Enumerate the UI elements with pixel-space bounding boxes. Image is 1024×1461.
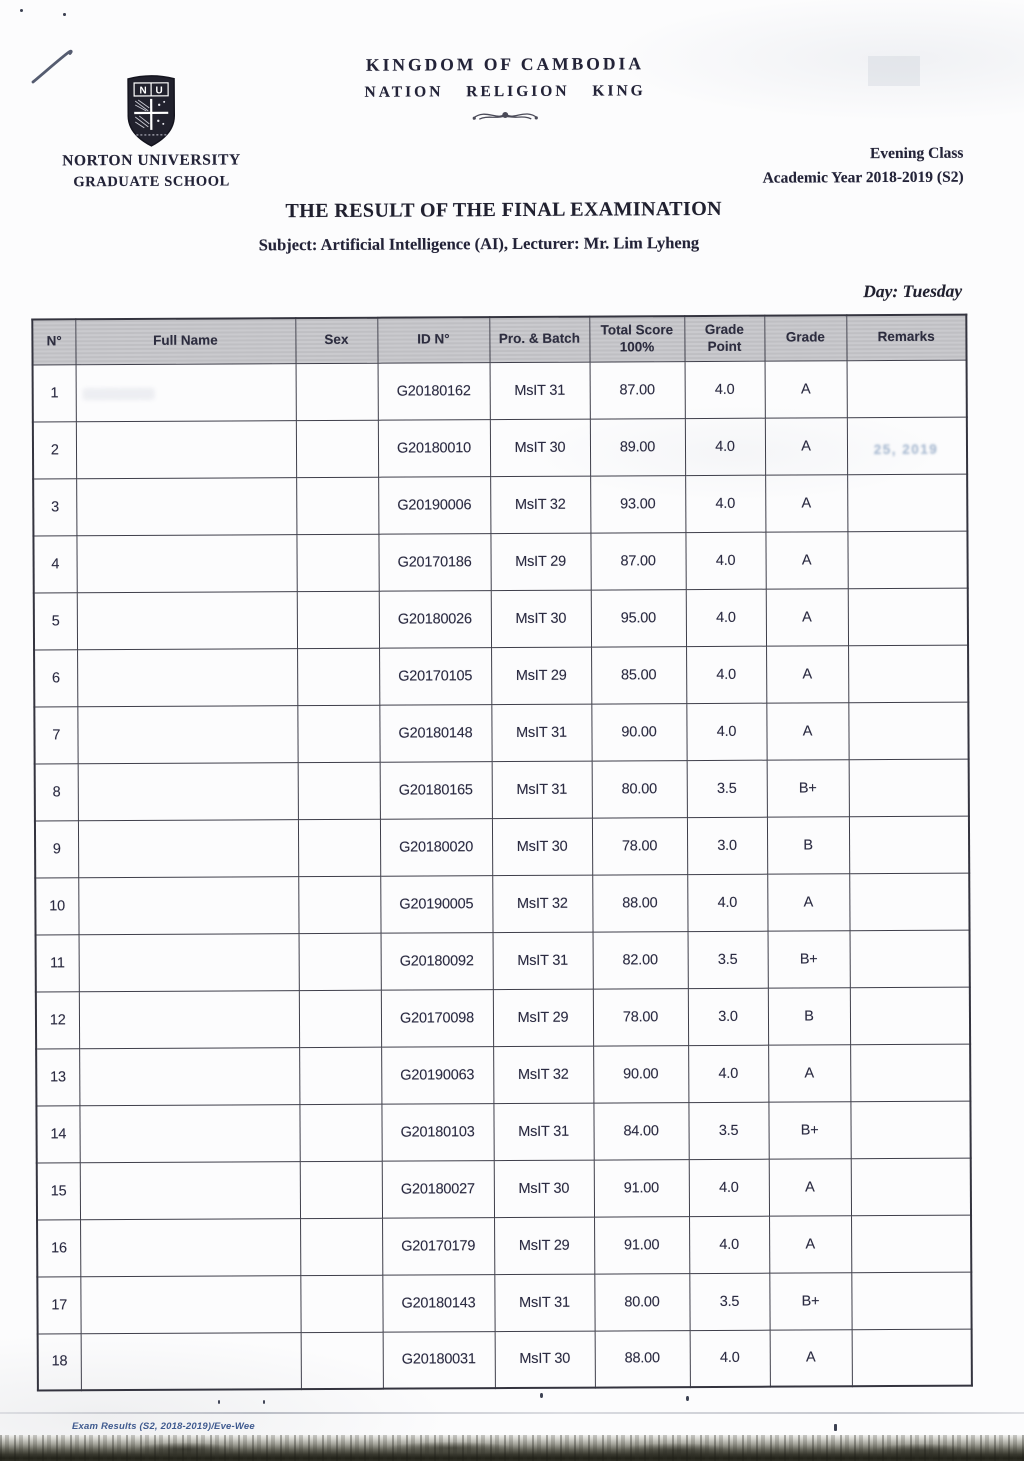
remarks-cell bbox=[850, 1101, 970, 1159]
school-name: GRADUATE SCHOOL bbox=[73, 173, 230, 191]
page-title: THE RESULT OF THE FINAL EXAMINATION bbox=[285, 197, 723, 223]
grade-point-cell: 3.0 bbox=[687, 817, 767, 874]
row-number-cell: 5 bbox=[34, 592, 77, 649]
student-id-cell: G20180103 bbox=[381, 1103, 493, 1161]
table-row bbox=[36, 1101, 970, 1163]
student-id-cell: G20170098 bbox=[381, 989, 493, 1047]
program-batch-cell: MsIT 29 bbox=[490, 533, 590, 591]
remarks-cell bbox=[849, 873, 969, 931]
program-batch-cell: MsIT 32 bbox=[493, 1046, 593, 1104]
grade-cell: A bbox=[767, 873, 849, 930]
grade-point-cell: 4.0 bbox=[685, 475, 765, 532]
full-name-cell bbox=[78, 819, 298, 877]
scan-artifact-box bbox=[868, 56, 920, 86]
day-label: Day: Tuesday bbox=[863, 280, 963, 302]
full-name-cell bbox=[79, 990, 299, 1048]
remarks-cell bbox=[850, 987, 970, 1045]
grade-cell: B+ bbox=[768, 930, 850, 987]
row-number-cell: 9 bbox=[35, 820, 78, 877]
remarks-cell bbox=[850, 1044, 970, 1102]
grade-cell: A bbox=[766, 702, 848, 759]
student-id-cell: G20190006 bbox=[378, 476, 490, 534]
full-name-cell bbox=[78, 762, 298, 820]
total-score-cell: 88.00 bbox=[595, 1330, 690, 1387]
remarks-cell bbox=[851, 1272, 971, 1330]
sex-cell bbox=[298, 819, 380, 876]
sex-cell bbox=[300, 1161, 382, 1218]
table-row bbox=[37, 1158, 971, 1220]
remarks-cell bbox=[847, 360, 967, 418]
sex-cell bbox=[299, 990, 381, 1047]
sex-cell bbox=[297, 648, 379, 705]
header-no: N° bbox=[32, 319, 75, 364]
header-pro-batch: Pro. & Batch bbox=[489, 317, 589, 363]
row-number-cell: 7 bbox=[34, 706, 77, 763]
row-number-cell: 4 bbox=[33, 535, 76, 592]
student-id-cell: G20190005 bbox=[380, 875, 492, 933]
table-row bbox=[33, 474, 967, 536]
program-batch-cell: MsIT 30 bbox=[490, 419, 590, 477]
grade-point-cell: 3.5 bbox=[688, 1102, 768, 1159]
results-tbody bbox=[33, 360, 972, 1391]
grade-point-cell: 3.5 bbox=[688, 931, 768, 988]
row-number-cell: 16 bbox=[37, 1219, 80, 1276]
scan-speck bbox=[686, 1396, 689, 1401]
scan-speck bbox=[218, 1400, 220, 1404]
program-batch-cell: MsIT 30 bbox=[495, 1331, 595, 1389]
remarks-cell bbox=[848, 645, 968, 703]
row-number-cell: 11 bbox=[36, 934, 79, 991]
grade-cell: B+ bbox=[769, 1272, 851, 1329]
header-id: ID N° bbox=[377, 317, 489, 363]
student-id-cell: G20180031 bbox=[383, 1331, 495, 1389]
grade-point-cell: 4.0 bbox=[686, 589, 766, 646]
header-grade-point-line1: Grade bbox=[704, 321, 744, 337]
row-number-cell: 6 bbox=[34, 649, 77, 706]
scan-speck bbox=[263, 1400, 265, 1404]
university-name: NORTON UNIVERSITY bbox=[62, 151, 241, 170]
grade-point-cell: 4.0 bbox=[689, 1216, 769, 1273]
table-row bbox=[37, 1272, 971, 1334]
total-score-cell: 85.00 bbox=[591, 646, 686, 703]
total-score-cell: 88.00 bbox=[592, 874, 687, 931]
student-id-cell: G20180165 bbox=[380, 761, 492, 819]
remarks-cell bbox=[852, 1329, 972, 1387]
grade-point-cell: 4.0 bbox=[685, 361, 765, 418]
logo-letter-n: N bbox=[139, 85, 147, 97]
grade-point-cell: 4.0 bbox=[686, 703, 766, 760]
sex-cell bbox=[299, 933, 381, 990]
full-name-cell bbox=[79, 1104, 299, 1162]
header-full-name: Full Name bbox=[75, 318, 295, 364]
sex-cell bbox=[297, 705, 379, 762]
full-name-cell bbox=[80, 1275, 300, 1333]
results-table bbox=[31, 314, 973, 1392]
student-id-cell: G20180026 bbox=[379, 590, 491, 648]
row-number-cell: 3 bbox=[33, 478, 76, 535]
class-session: Evening Class bbox=[869, 144, 964, 163]
student-id-cell: G20180010 bbox=[378, 419, 490, 477]
sex-cell bbox=[299, 1104, 381, 1161]
sex-cell bbox=[297, 591, 379, 648]
student-id-cell: G20180162 bbox=[378, 362, 490, 420]
grade-point-cell: 4.0 bbox=[689, 1159, 769, 1216]
program-batch-cell: MsIT 31 bbox=[491, 704, 591, 762]
header-grade-point-line2: Point bbox=[707, 338, 742, 354]
student-id-cell: G20170186 bbox=[378, 533, 490, 591]
table-row bbox=[37, 1215, 971, 1277]
grade-cell: B+ bbox=[768, 1101, 850, 1158]
full-name-cell bbox=[76, 477, 296, 535]
remarks-cell bbox=[848, 702, 968, 760]
scanner-edge-band bbox=[0, 1435, 1024, 1461]
erased-name-smudge bbox=[83, 388, 155, 400]
sex-cell bbox=[296, 420, 378, 477]
sex-cell bbox=[296, 363, 378, 420]
footer-note: Exam Results (S2, 2018-2019)/Eve-Wee bbox=[72, 1421, 255, 1432]
grade-cell: A bbox=[766, 588, 848, 645]
student-id-cell: G20180143 bbox=[382, 1274, 494, 1332]
total-score-cell: 84.00 bbox=[593, 1102, 688, 1159]
remarks-cell bbox=[849, 759, 969, 817]
grade-cell: A bbox=[765, 360, 847, 417]
table-row bbox=[36, 987, 970, 1049]
grade-cell: A bbox=[769, 1215, 851, 1272]
table-row bbox=[33, 417, 967, 479]
sex-cell bbox=[296, 534, 378, 591]
table-row bbox=[36, 1044, 970, 1106]
grade-cell: B+ bbox=[767, 759, 849, 816]
row-number-cell: 10 bbox=[35, 877, 78, 934]
program-batch-cell: MsIT 29 bbox=[493, 989, 593, 1047]
sex-cell bbox=[298, 876, 380, 933]
ghost-stamp-artifact: 25, 2019 bbox=[873, 441, 939, 458]
letterhead-center bbox=[295, 53, 715, 130]
total-score-cell: 90.00 bbox=[593, 1045, 688, 1102]
grade-point-cell: 4.0 bbox=[690, 1330, 770, 1387]
remarks-cell bbox=[849, 816, 969, 874]
program-batch-cell: MsIT 31 bbox=[490, 362, 590, 420]
header-grade: Grade bbox=[764, 315, 846, 360]
full-name-cell bbox=[76, 534, 296, 592]
table-row bbox=[34, 588, 968, 650]
grade-point-cell: 3.5 bbox=[689, 1273, 769, 1330]
scan-fold-line bbox=[0, 1412, 1024, 1414]
remarks-cell bbox=[847, 531, 967, 589]
grade-point-cell: 3.5 bbox=[687, 760, 767, 817]
results-table-header bbox=[32, 315, 966, 365]
full-name-cell bbox=[79, 933, 299, 991]
scan-speck bbox=[63, 13, 66, 16]
sex-cell bbox=[301, 1332, 383, 1389]
table-row bbox=[34, 702, 968, 764]
program-batch-cell: MsIT 31 bbox=[492, 761, 592, 819]
row-number-cell: 15 bbox=[37, 1162, 80, 1219]
table-row bbox=[36, 930, 970, 992]
sex-cell bbox=[300, 1275, 382, 1332]
table-row bbox=[38, 1329, 972, 1391]
total-score-cell: 80.00 bbox=[594, 1273, 689, 1330]
total-score-cell: 93.00 bbox=[590, 475, 685, 532]
floral-ornament-icon bbox=[465, 106, 545, 124]
header-remarks: Remarks bbox=[846, 315, 966, 361]
grade-point-cell: 4.0 bbox=[687, 874, 767, 931]
student-id-cell: G20180092 bbox=[381, 932, 493, 990]
grade-point-cell: 3.0 bbox=[688, 988, 768, 1045]
total-score-cell: 91.00 bbox=[594, 1216, 689, 1273]
remarks-cell bbox=[851, 1215, 971, 1273]
total-score-cell: 78.00 bbox=[593, 988, 688, 1045]
full-name-cell bbox=[80, 1161, 300, 1219]
full-name-cell bbox=[79, 1047, 299, 1105]
full-name-cell bbox=[77, 705, 297, 763]
scan-speck bbox=[834, 1424, 837, 1431]
full-name-cell bbox=[78, 876, 298, 934]
grade-cell: A bbox=[768, 1044, 850, 1101]
header-total-score bbox=[589, 316, 684, 361]
row-number-cell: 17 bbox=[37, 1276, 80, 1333]
remarks-cell bbox=[851, 1158, 971, 1216]
program-batch-cell: MsIT 29 bbox=[494, 1217, 594, 1275]
header-total-score-line1: Total Score bbox=[600, 322, 674, 338]
scan-speck bbox=[540, 1393, 543, 1398]
grade-cell: B bbox=[768, 987, 850, 1044]
program-batch-cell: MsIT 30 bbox=[491, 590, 591, 648]
sex-cell bbox=[296, 477, 378, 534]
table-row bbox=[35, 873, 969, 935]
total-score-cell: 89.00 bbox=[590, 418, 685, 475]
grade-cell: A bbox=[765, 474, 847, 531]
grade-cell: A bbox=[770, 1329, 852, 1386]
sex-cell bbox=[299, 1047, 381, 1104]
program-batch-cell: MsIT 30 bbox=[492, 818, 592, 876]
row-number-cell: 2 bbox=[33, 421, 76, 478]
program-batch-cell: MsIT 29 bbox=[491, 647, 591, 705]
row-number-cell: 8 bbox=[35, 763, 78, 820]
program-batch-cell: MsIT 32 bbox=[490, 476, 590, 534]
table-row bbox=[35, 816, 969, 878]
header-grade-point bbox=[684, 316, 764, 361]
table-row bbox=[35, 759, 969, 821]
total-score-cell: 95.00 bbox=[591, 589, 686, 646]
grade-point-cell: 4.0 bbox=[686, 646, 766, 703]
grade-point-cell: 4.0 bbox=[685, 532, 765, 589]
header-sex: Sex bbox=[295, 318, 377, 363]
table-row bbox=[33, 360, 967, 422]
student-id-cell: G20180148 bbox=[379, 704, 491, 762]
student-id-cell: G20180027 bbox=[382, 1160, 494, 1218]
header-total-score-line2: 100% bbox=[619, 339, 655, 355]
table-row bbox=[33, 531, 967, 593]
full-name-cell bbox=[77, 591, 297, 649]
row-number-cell: 12 bbox=[36, 991, 79, 1048]
table-row bbox=[34, 645, 968, 707]
grade-cell: A bbox=[765, 531, 847, 588]
student-id-cell: G20190063 bbox=[381, 1046, 493, 1104]
total-score-cell: 87.00 bbox=[590, 361, 685, 418]
student-id-cell: G20170105 bbox=[379, 647, 491, 705]
row-number-cell: 14 bbox=[36, 1105, 79, 1162]
logo-letter-u: U bbox=[155, 85, 163, 97]
grade-cell: A bbox=[766, 645, 848, 702]
full-name-cell bbox=[76, 420, 296, 478]
remarks-cell bbox=[850, 930, 970, 988]
program-batch-cell: MsIT 31 bbox=[493, 932, 593, 990]
grade-cell: A bbox=[769, 1158, 851, 1215]
grade-point-cell: 4.0 bbox=[685, 418, 765, 475]
total-score-cell: 78.00 bbox=[592, 817, 687, 874]
total-score-cell: 90.00 bbox=[591, 703, 686, 760]
total-score-cell: 82.00 bbox=[593, 931, 688, 988]
pen-mark bbox=[0, 0, 140, 110]
motto-line: NATION RELIGION KING bbox=[364, 82, 646, 101]
full-name-cell bbox=[81, 1332, 301, 1390]
program-batch-cell: MsIT 31 bbox=[493, 1103, 593, 1161]
remarks-cell bbox=[848, 588, 968, 646]
row-number-cell: 18 bbox=[38, 1333, 81, 1390]
total-score-cell: 80.00 bbox=[592, 760, 687, 817]
letterhead-right bbox=[762, 145, 963, 188]
program-batch-cell: MsIT 31 bbox=[494, 1274, 594, 1332]
remarks-cell bbox=[847, 474, 967, 532]
program-batch-cell: MsIT 32 bbox=[492, 875, 592, 933]
kingdom-line: KINGDOM OF CAMBODIA bbox=[365, 53, 645, 75]
row-number-cell: 13 bbox=[36, 1048, 79, 1105]
grade-cell: B bbox=[767, 816, 849, 873]
academic-year: Academic Year 2018-2019 (S2) bbox=[762, 168, 964, 187]
subject-line: Subject: Artificial Intelligence (AI), Lecturer: Mr. Lim Lyheng bbox=[258, 233, 700, 255]
grade-cell: A bbox=[765, 417, 847, 474]
grade-point-cell: 4.0 bbox=[688, 1045, 768, 1102]
program-batch-cell: MsIT 30 bbox=[494, 1160, 594, 1218]
sex-cell bbox=[300, 1218, 382, 1275]
total-score-cell: 91.00 bbox=[594, 1159, 689, 1216]
sex-cell bbox=[298, 762, 380, 819]
full-name-cell bbox=[80, 1218, 300, 1276]
scan-speck bbox=[20, 9, 23, 12]
student-id-cell: G20180020 bbox=[380, 818, 492, 876]
total-score-cell: 87.00 bbox=[590, 532, 685, 589]
full-name-cell bbox=[77, 648, 297, 706]
student-id-cell: G20170179 bbox=[382, 1217, 494, 1275]
row-number-cell: 1 bbox=[33, 364, 76, 421]
